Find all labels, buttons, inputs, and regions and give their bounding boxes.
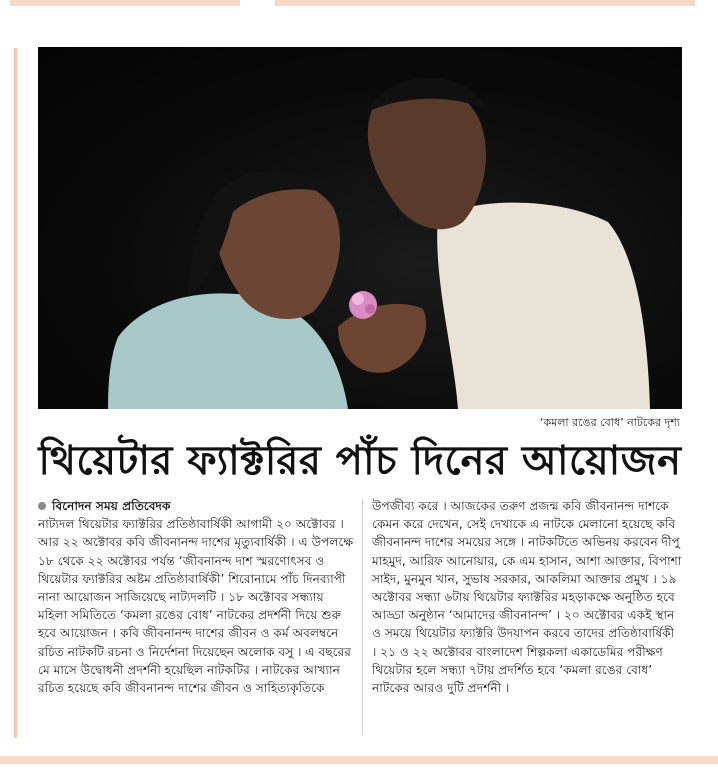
- article-headline: থিয়েটার ফ্যাক্টরির পাঁচ দিনের আয়োজন: [38, 438, 682, 484]
- man-figure-head: [368, 86, 486, 230]
- photo-caption: ‘কমলা রঙের বোধ’ নাটকের দৃশ্য: [539, 416, 680, 429]
- clasped-hands: [338, 304, 426, 373]
- stage-photo: [38, 47, 682, 409]
- article-column-1: [38, 497, 356, 697]
- article-column-2: [372, 497, 682, 697]
- left-margin-rule: [14, 48, 17, 738]
- byline-text: বিনোদন সময় প্রতিবেদক: [52, 499, 171, 513]
- article-body-column-1: নাট্যদল থিয়েটার ফ্যাক্টরির প্রতিষ্ঠাবার্ষিকী আগামী ২০ অক্টোবর । আর ২২ অক্টোবর কবি জীবনানন্দ দাশের মৃত্যুবার্ষিকী । এ উপলক্ষে ১৮ থেকে ২২ অক্টোবর পর্যন্ত ‘জীবনানন্দ দাশ স্মরণোৎসব ও থিয়েটার ফ্যাক্টরির অষ্টম প্রতিষ্ঠাবার্ষিকী’ শিরোনামে পাঁচ দিনব্যাপী নানা আয়োজন সাজিয়েছে নাট্যদলটি । ১৮ অক্টোবর সন্ধ্যায় মহিলা সমিতিতে ‘কমলা রঙের বোধ’ নাটকের প্রদর্শনী দিয়ে শুরু হবে আয়োজন । কবি জীবনানন্দ দাশের জীবন ও কর্ম অবলম্বনে রচিত নাটকটি রচনা ও নির্দেশনা দিয়েছেন অলোক বসু । এ বছরের মে মাসে উদ্বোধনী প্রদর্শনী হয়েছিল নাটকটির । নাটকের আখ্যান রচিত হয়েছে কবি জীবনানন্দ দাশের জীবন ও সাহিত্যকৃতিকে: [38, 517, 354, 696]
- bullet-icon: [38, 502, 46, 510]
- column-divider: [362, 499, 363, 735]
- top-decor-bar-right: [275, 0, 695, 6]
- article-body-column-2: উপজীব্য করে । আজকের তরুণ প্রজন্ম কবি জীবনানন্দ দাশকে কেমন করে দেখেন, সেই দেখাকে এ নাটকে মেলানো হয়েছে কবি জীবনানন্দ দাশের সময়ের সঙ্গে । নাটকটিতে অভিনয় করবেন দীপু মাহমুদ, আরিফ আনোয়ার, কে এম হাসান, আশা আক্তার, বিপাশা সাইদ, মুনমুন খান, সুভাষ সরকার, আকলিমা আক্তার প্রমুখ । ১৯ অক্টোবর সন্ধ্যা ৬টায় থিয়েটার ফ্যাক্টরির মহড়াকক্ষে অনুষ্ঠিত হবে আড্ডা অনুষ্ঠান ‘আমাদের জীবনানন্দ’ । ২০ অক্টোবর একই স্থান ও সময়ে থিয়েটার ফ্যাক্টরি উদযাপন করবে তাদের প্রতিষ্ঠাবার্ষিকী । ২১ ও ২২ অক্টোবর বাংলাদেশ শিল্পকলা একাডেমির পরীক্ষণ থিয়েটার হলে সন্ধ্যা ৭টায় প্রদর্শিত হবে ‘কমলা রঙের বোধ’ নাটকের আরও দুটি প্রদর্শনী ।: [372, 499, 682, 696]
- stage-scene-illustration: [38, 47, 682, 409]
- man-figure-shirt: [437, 203, 650, 409]
- top-decor-strip: [0, 0, 718, 8]
- top-decor-bar-left: [10, 0, 240, 6]
- bottom-decor-strip: [0, 756, 718, 764]
- byline: [38, 497, 356, 515]
